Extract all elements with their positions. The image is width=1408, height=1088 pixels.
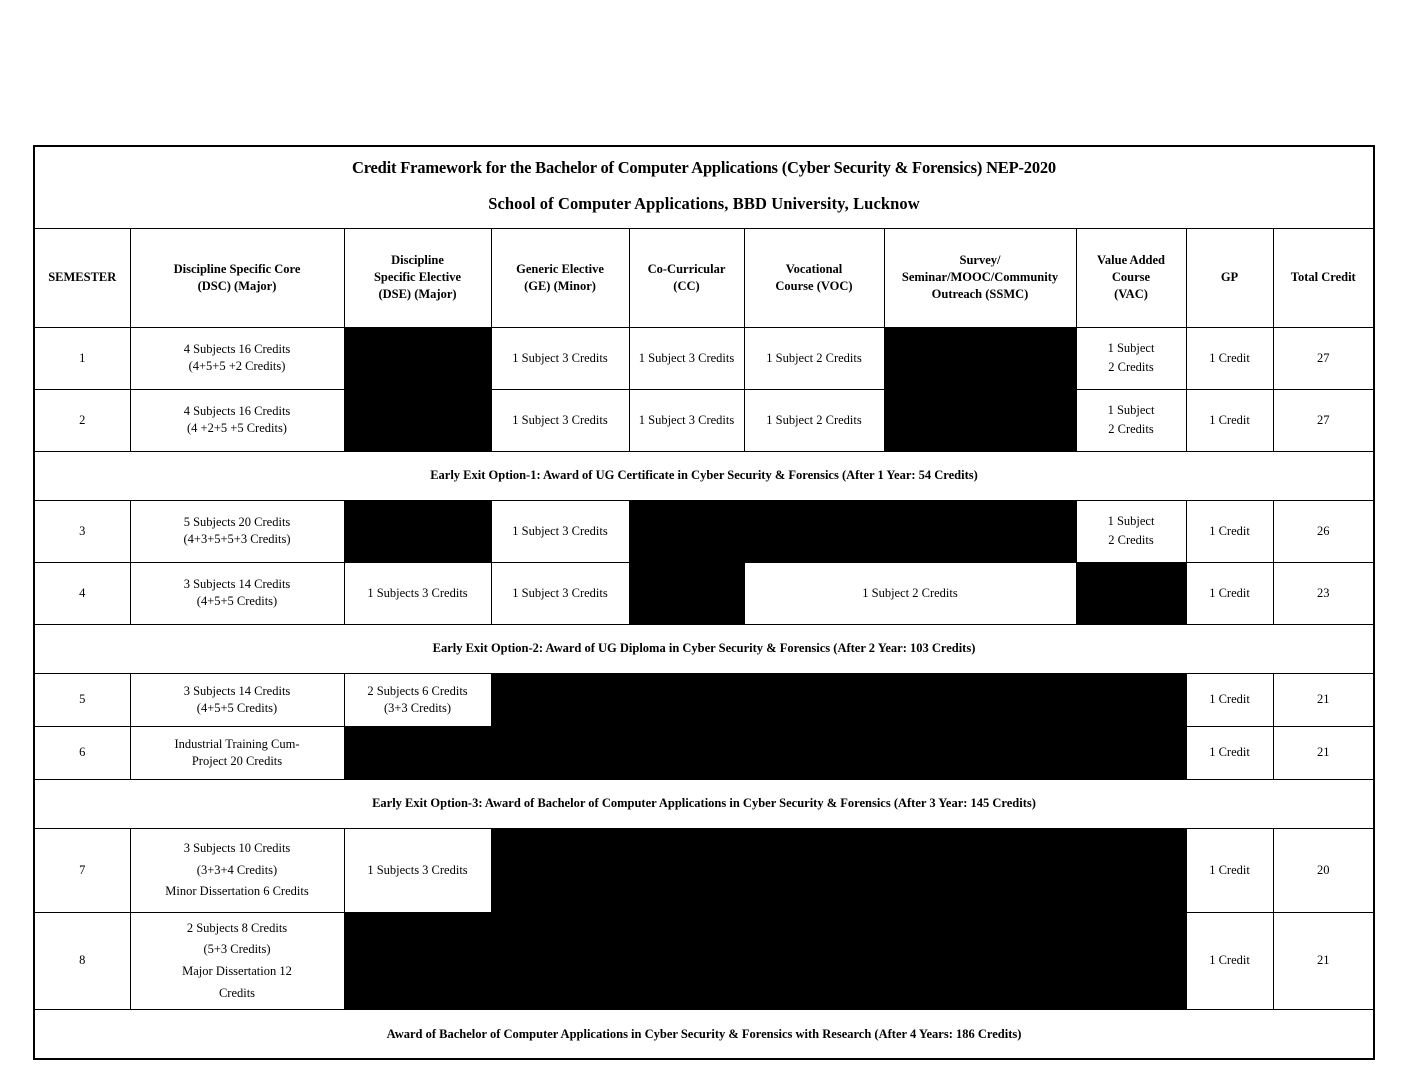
cell-gp-semester-4: 1 Credit: [1186, 562, 1273, 624]
cell-dsc-2-line1: 4 Subjects 16 Credits: [183, 404, 291, 419]
cell-dsc-6-line1: Industrial Training Cum-: [174, 736, 300, 751]
cell-dsc-8-line3: Major Dissertation 12: [182, 964, 292, 979]
cell-ge-semester-1: 1 Subject 3 Credits: [491, 327, 629, 389]
cell-dsc-semester-1: [130, 327, 344, 389]
table-row-semester-8: [34, 912, 1374, 1010]
credit-framework-table-wrapper: [33, 145, 1373, 1060]
cell-ge-semester-4: 1 Subject 3 Credits: [491, 562, 629, 624]
table-row-exit-option-2: [34, 624, 1374, 673]
cell-dsc-8-line2: (5+3 Credits): [203, 942, 271, 957]
header-dsc-line2: (DSC) (Major): [197, 278, 277, 293]
credit-framework-table: [33, 145, 1375, 1060]
cell-ge-semester-2: 1 Subject 3 Credits: [491, 389, 629, 451]
cell-cc-voc-ssmc-vac-semester-5-redacted: [629, 673, 1186, 726]
cell-total-semester-6: 21: [1273, 726, 1374, 779]
cell-dse-semester-3-redacted: [344, 500, 491, 562]
header-dse-line2: Specific Elective: [373, 270, 462, 285]
cell-dsc-4-line2: (4+5+5 Credits): [196, 594, 278, 609]
cell-dse-through-vac-semester-6-redacted: [344, 726, 1186, 779]
cell-dse-semester-5: [344, 673, 491, 726]
header-ge-line2: (GE) (Minor): [524, 278, 596, 293]
banner-final-award: Award of Bachelor of Computer Applications in Cyber Security & Forensics with Research (After 4 Years: 186 Credits): [34, 1010, 1374, 1060]
cell-total-semester-3: 26: [1273, 500, 1374, 562]
cell-cc-semester-1: 1 Subject 3 Credits: [629, 327, 744, 389]
cell-gp-semester-8: 1 Credit: [1186, 912, 1273, 1010]
cell-dsc-7-line1: 3 Subjects 10 Credits: [183, 840, 291, 855]
header-vac-line2: Course: [1111, 270, 1151, 285]
header-dse-line1: Discipline: [391, 253, 444, 268]
cell-dsc-4-line1: 3 Subjects 14 Credits: [183, 577, 291, 592]
banner-early-exit-option-1: Early Exit Option-1: Award of UG Certificate in Cyber Security & Forensics (After 1 Year: 54 Credits): [34, 451, 1374, 500]
header-dsc-line1: Discipline Specific Core: [173, 261, 301, 276]
table-row-semester-2: [34, 389, 1374, 451]
header-voc-line2: Course (VOC): [775, 278, 853, 293]
cell-dsc-5-line1: 3 Subjects 14 Credits: [183, 683, 291, 698]
table-row-exit-option-3: [34, 779, 1374, 828]
header-dsc: [130, 228, 344, 327]
cell-total-semester-1: 27: [1273, 327, 1374, 389]
cell-voc-semester-2: 1 Subject 2 Credits: [744, 389, 884, 451]
cell-semester-3: 3: [34, 500, 130, 562]
cell-dsc-1-line2: (4+5+5 +2 Credits): [188, 359, 286, 374]
cell-gp-semester-3: 1 Credit: [1186, 500, 1273, 562]
cell-vac-1-line2: 2 Credits: [1108, 360, 1154, 375]
table-row-exit-option-1: [34, 451, 1374, 500]
cell-gp-semester-6: 1 Credit: [1186, 726, 1273, 779]
cell-dsc-2-line2: (4 +2+5 +5 Credits): [187, 421, 287, 436]
cell-total-semester-7: 20: [1273, 828, 1374, 912]
cell-vac-3-line2: 2 Credits: [1108, 533, 1154, 548]
header-voc: [744, 228, 884, 327]
cell-vac-3-line1: 1 Subject: [1107, 514, 1155, 529]
header-cc-line1: Co-Curricular: [647, 261, 726, 276]
cell-dsc-8-line1: 2 Subjects 8 Credits: [186, 920, 288, 935]
cell-total-semester-2: 27: [1273, 389, 1374, 451]
cell-vac-semester-2: [1076, 389, 1186, 451]
cell-ssmc-semester-1-2-redacted: [884, 327, 1076, 451]
cell-dsc-1-line1: 4 Subjects 16 Credits: [183, 342, 291, 357]
cell-dse-5-line2: (3+3 Credits): [383, 700, 452, 715]
banner-early-exit-option-3: Early Exit Option-3: Award of Bachelor of Computer Applications in Cyber Security & Forensics (After 3 Year: 145 Credits): [34, 779, 1374, 828]
table-row-semester-4: [34, 562, 1374, 624]
cell-dse-semester-7: 1 Subjects 3 Credits: [344, 828, 491, 912]
cell-dse-semester-4: 1 Subjects 3 Credits: [344, 562, 491, 624]
table-row-semester-6: [34, 726, 1374, 779]
cell-total-semester-4: 23: [1273, 562, 1374, 624]
cell-voc-semester-1: 1 Subject 2 Credits: [744, 327, 884, 389]
cell-cc-semester-4-redacted: [629, 562, 744, 624]
cell-dsc-3-line1: 5 Subjects 20 Credits: [183, 515, 291, 530]
cell-dsc-7-line2: (3+3+4 Credits): [196, 862, 278, 877]
cell-dsc-8-line4: Credits: [218, 986, 256, 1001]
table-row-semester-5: [34, 673, 1374, 726]
cell-ge-semester-5-redacted: [491, 673, 629, 726]
header-ssmc: [884, 228, 1076, 327]
cell-dse-semester-1-2-redacted: [344, 327, 491, 451]
header-total-credit: Total Credit: [1273, 228, 1374, 327]
cell-semester-5: 5: [34, 673, 130, 726]
cell-vac-semester-3: [1076, 500, 1186, 562]
cell-gp-semester-5: 1 Credit: [1186, 673, 1273, 726]
cell-dsc-3-line2: (4+3+5+5+3 Credits): [183, 532, 291, 547]
cell-dsc-semester-5: [130, 673, 344, 726]
cell-dsc-7-line3: Minor Dissertation 6 Credits: [165, 884, 309, 899]
cell-semester-2: 2: [34, 389, 130, 451]
cell-vac-semester-1: [1076, 327, 1186, 389]
cell-total-semester-5: 21: [1273, 673, 1374, 726]
header-dse-line3: (DSE) (Major): [378, 286, 457, 301]
header-ge: [491, 228, 629, 327]
header-vac-line3: (VAC): [1114, 286, 1148, 301]
cell-voc-ssmc-semester-3-redacted: [744, 500, 1076, 562]
cell-dsc-semester-2: [130, 389, 344, 451]
cell-ge-through-vac-semester-7-redacted: [491, 828, 1186, 912]
page-subtitle: School of Computer Applications, BBD University, Lucknow: [488, 194, 920, 214]
header-vac: [1076, 228, 1186, 327]
table-row-semester-3: [34, 500, 1374, 562]
cell-dsc-semester-6: [130, 726, 344, 779]
cell-gp-semester-1: 1 Credit: [1186, 327, 1273, 389]
cell-semester-7: 7: [34, 828, 130, 912]
cell-dsc-5-line2: (4+5+5 Credits): [196, 700, 278, 715]
document-title-cell: [34, 146, 1374, 228]
header-dse: [344, 228, 491, 327]
cell-gp-semester-7: 1 Credit: [1186, 828, 1273, 912]
cell-dsc-semester-4: [130, 562, 344, 624]
cell-vac-2-line2: 2 Credits: [1108, 422, 1154, 437]
header-ssmc-line3: Outreach (SSMC): [931, 286, 1029, 301]
cell-semester-1: 1: [34, 327, 130, 389]
cell-dsc-6-line2: Project 20 Credits: [191, 753, 283, 768]
cell-dsc-semester-8: [130, 912, 344, 1010]
header-cc: [629, 228, 744, 327]
cell-gp-semester-2: 1 Credit: [1186, 389, 1273, 451]
table-row-final-award: [34, 1010, 1374, 1060]
cell-cc-semester-3-redacted: [629, 500, 744, 562]
cell-dsc-semester-7: [130, 828, 344, 912]
cell-vac-semester-4-redacted: [1076, 562, 1186, 624]
cell-semester-8: 8: [34, 912, 130, 1010]
cell-ge-semester-3: 1 Subject 3 Credits: [491, 500, 629, 562]
cell-dsc-semester-3: [130, 500, 344, 562]
cell-vac-2-line1: 1 Subject: [1107, 403, 1155, 418]
header-ssmc-line1: Survey/: [959, 253, 1001, 268]
cell-total-semester-8: 21: [1273, 912, 1374, 1010]
header-voc-line1: Vocational: [785, 261, 843, 276]
header-semester: SEMESTER: [34, 228, 130, 327]
cell-dse-5-line1: 2 Subjects 6 Credits: [367, 683, 468, 698]
header-ssmc-line2: Seminar/MOOC/Community: [901, 270, 1059, 285]
table-row-semester-1: [34, 327, 1374, 389]
cell-vac-1-line1: 1 Subject: [1107, 341, 1155, 356]
header-gp: GP: [1186, 228, 1273, 327]
cell-semester-4: 4: [34, 562, 130, 624]
table-row-semester-7: [34, 828, 1374, 912]
page-title: Credit Framework for the Bachelor of Computer Applications (Cyber Security & Forensics) NEP-2020: [352, 158, 1056, 177]
header-cc-line2: (CC): [673, 278, 700, 293]
cell-cc-semester-2: 1 Subject 3 Credits: [629, 389, 744, 451]
cell-semester-6: 6: [34, 726, 130, 779]
header-vac-line1: Value Added: [1097, 253, 1165, 268]
column-header-row: [34, 228, 1374, 327]
header-ge-line1: Generic Elective: [516, 261, 604, 276]
cell-dse-through-vac-semester-8-redacted: [344, 912, 1186, 1010]
cell-voc-ssmc-semester-4: 1 Subject 2 Credits: [744, 562, 1076, 624]
table-title-row: [34, 146, 1374, 228]
banner-early-exit-option-2: Early Exit Option-2: Award of UG Diploma in Cyber Security & Forensics (After 2 Year: 103 Credits): [34, 624, 1374, 673]
